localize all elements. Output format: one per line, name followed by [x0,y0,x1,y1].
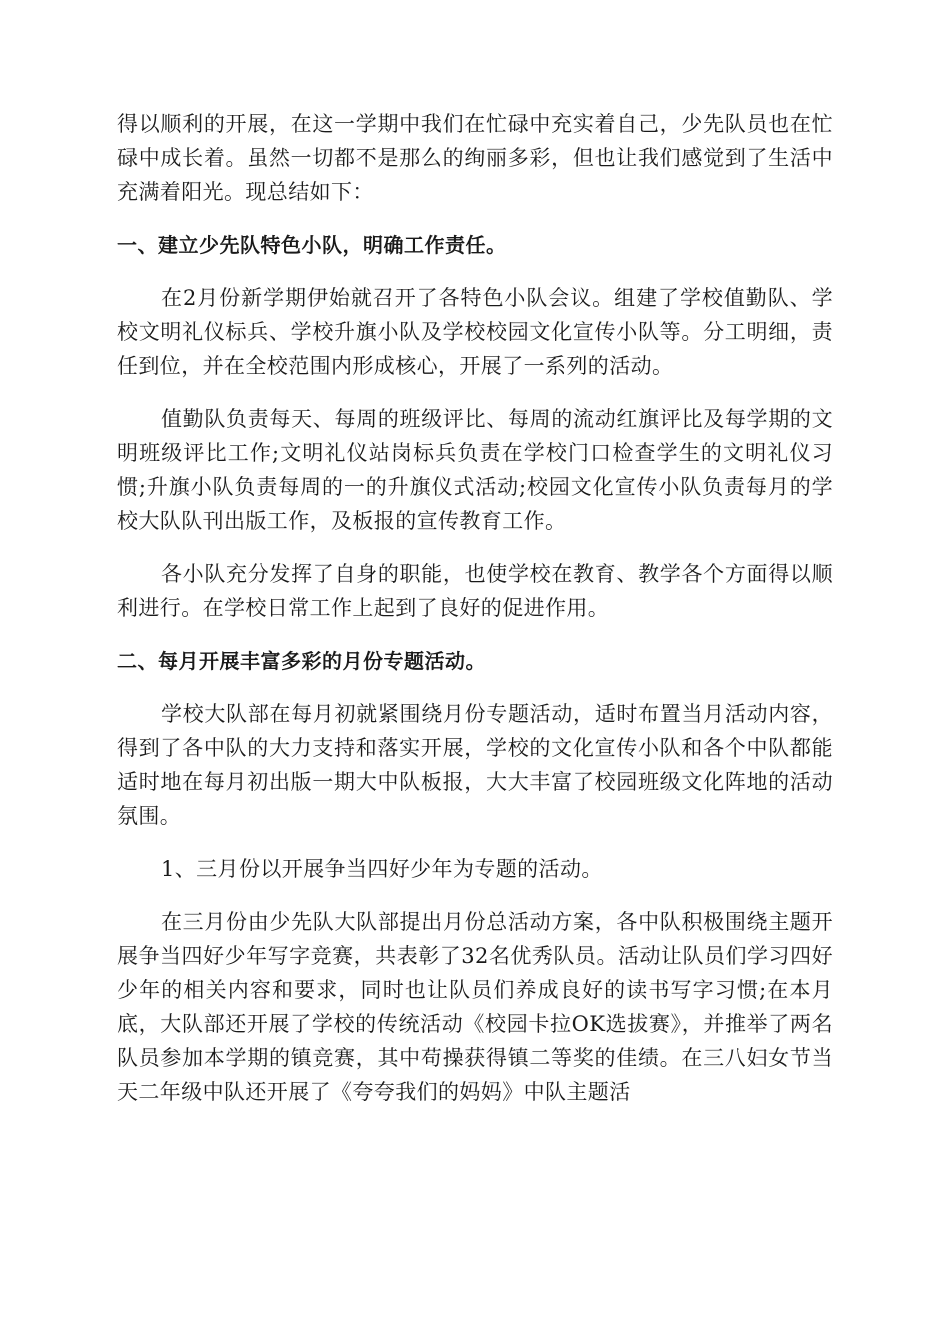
body-paragraph: 学校大队部在每月初就紧围绕月份专题活动，适时布置当月活动内容，得到了各中队的大力支持和落实开展，学校的文化宣传小队和各个中队都能适时地在每月初出版一期大中队板报，大大丰富了校园班级文化阵地的活动氛围。 [117,702,833,828]
subsection-item: 1、三月份以开展争当四好少年为专题的活动。 [161,857,603,881]
body-paragraph: 值勤队负责每天、每周的班级评比、每周的流动红旗评比及每学期的文明班级评比工作;文明礼仪站岗标兵负责在学校门口检查学生的文明礼仪习惯;升旗小队负责每周的一的升旗仪式活动;校园文化宣传小队负责每月的学校大队队刊出版工作，及板报的宣传教育工作。 [117,407,833,533]
section-heading-1: 一、建立少先队特色小队，明确工作责任。 [117,233,507,257]
intro-paragraph: 得以顺利的开展，在这一学期中我们在忙碌中充实着自己，少先队员也在忙碌中成长着。虽然一切都不是那么的绚丽多彩，但也让我们感觉到了生活中充满着阳光。现总结如下： [117,112,833,204]
body-paragraph: 各小队充分发挥了自身的职能，也使学校在教育、教学各个方面得以顺利进行。在学校日常工作上起到了良好的促进作用。 [117,562,833,620]
body-paragraph: 在三月份由少先队大队部提出月份总活动方案，各中队积极围绕主题开展争当四好少年写字竞赛，共表彰了32名优秀队员。活动让队员们学习四好少年的相关内容和要求，同时也让队员们养成良好的读书写字习惯;在本月底，大队部还开展了学校的传统活动《校园卡拉OK选拔赛》，并推举了两名队员参加本学期的镇竞赛，其中苟操获得镇二等奖的佳绩。在三八妇女节当天二年级中队还开展了《夸夸我们的妈妈》中队主题活 [117,910,833,1104]
section-heading-2: 二、每月开展丰富多彩的月份专题活动。 [117,649,486,673]
document-page [117,107,833,1128]
body-paragraph: 在2月份新学期伊始就召开了各特色小队会议。组建了学校值勤队、学校文明礼仪标兵、学校升旗小队及学校校园文化宣传小队等。分工明细，责任到位，并在全校范围内形成核心，开展了一系列的活动。 [117,286,833,378]
